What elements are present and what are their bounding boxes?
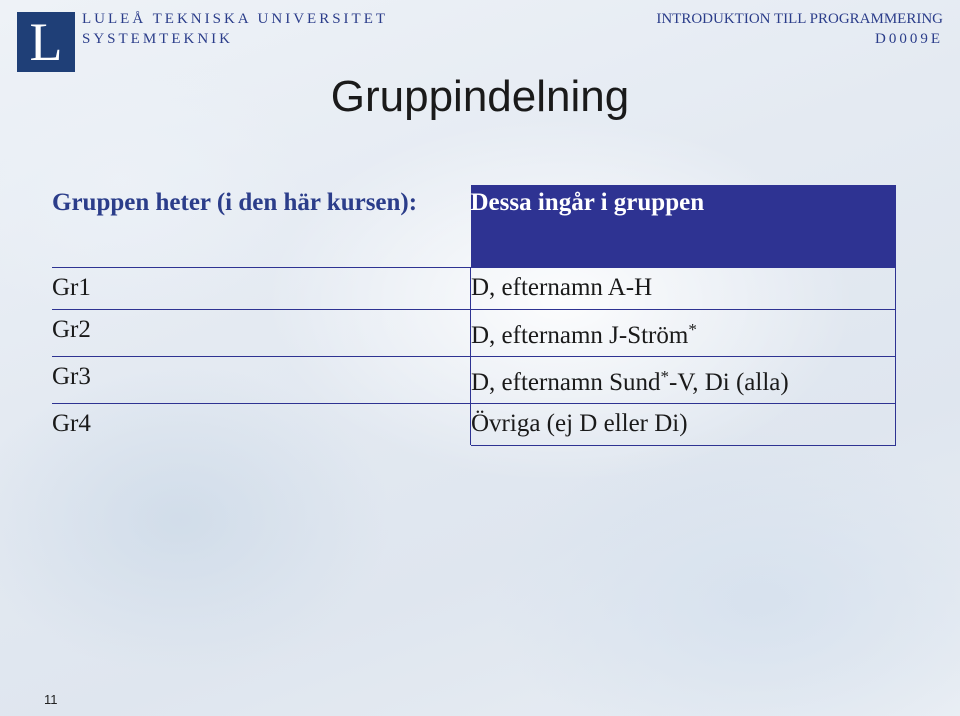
header-left-cell: Gruppen heter (i den här kursen): [52, 189, 418, 216]
group-name-cell: Gr1 [52, 268, 471, 310]
table-header-row [52, 185, 896, 268]
group-members-cell [471, 357, 896, 404]
table-row [52, 268, 896, 310]
table-row [52, 310, 896, 357]
university-logo: L [17, 12, 75, 72]
table-row [52, 404, 896, 446]
page-number: 11 [44, 692, 58, 707]
course-code: D0009E [875, 31, 943, 47]
members-text: D, efternamn J-Ström [471, 322, 689, 349]
course-title: INTRODUKTION TILL PROGRAMMERING [656, 11, 943, 27]
star-marker: * [688, 320, 697, 339]
group-members-cell: D, efternamn A-H [471, 268, 896, 310]
members-text: D, efternamn Sund [471, 369, 661, 396]
group-table [52, 185, 896, 446]
department-name: SYSTEMTEKNIK [82, 31, 233, 47]
slide-title: Gruppindelning [330, 72, 630, 121]
header-right-cell: Dessa ingår i gruppen [471, 185, 896, 268]
star-marker: * [660, 367, 670, 386]
group-members-cell: Övriga (ej D eller Di) [471, 404, 896, 446]
group-name-cell: Gr4 [52, 404, 471, 446]
university-name: LULEÅ TEKNISKA UNIVERSITET [82, 11, 389, 27]
group-members-cell [471, 310, 896, 357]
table-row [52, 357, 896, 404]
group-name-cell: Gr3 [52, 357, 471, 404]
group-name-cell: Gr2 [52, 310, 471, 357]
members-text-suffix: -V, Di (alla) [669, 369, 789, 396]
